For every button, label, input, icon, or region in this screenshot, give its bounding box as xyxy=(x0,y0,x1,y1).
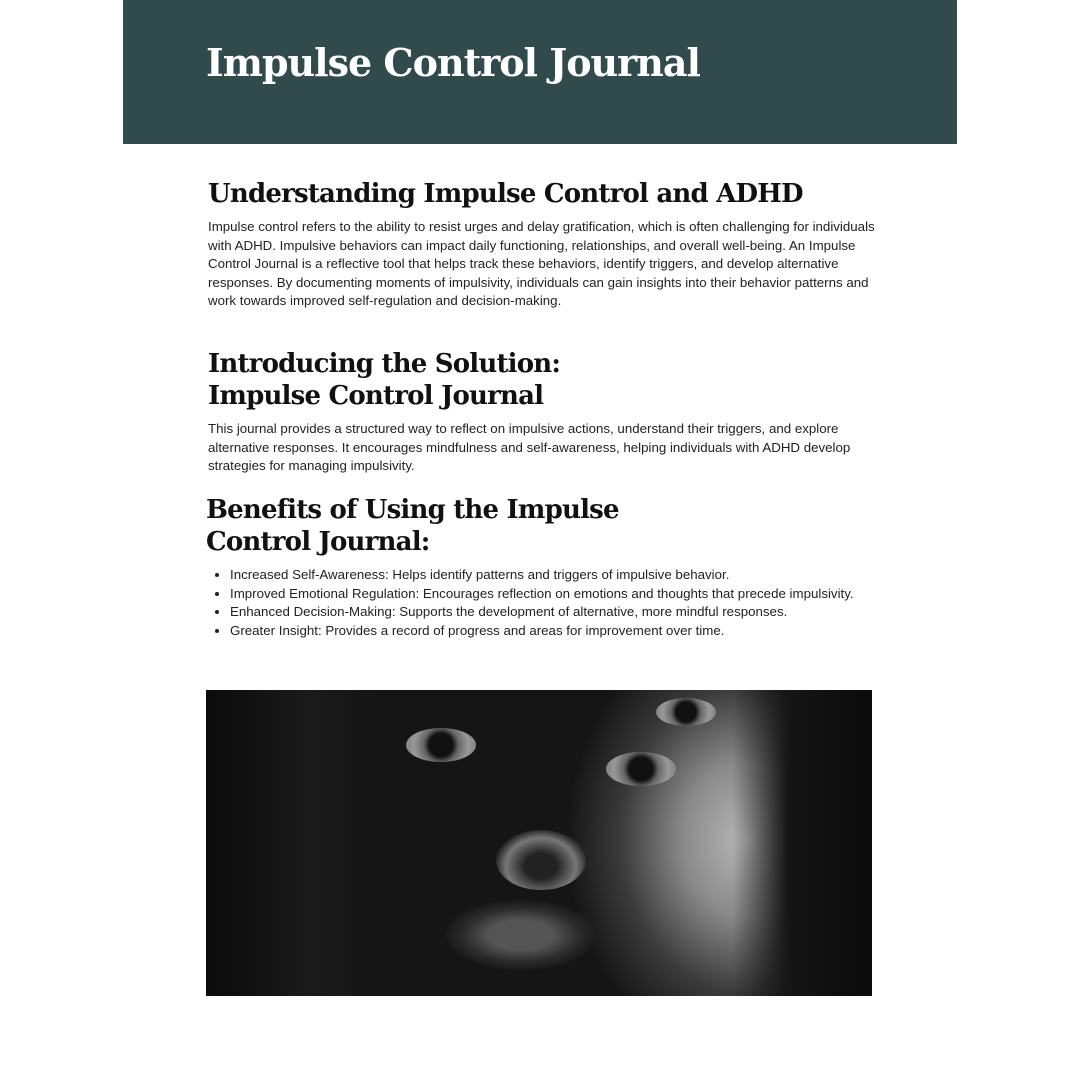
section-heading: Understanding Impulse Control and ADHD xyxy=(208,179,803,209)
hair-right xyxy=(732,690,872,996)
eye-right xyxy=(606,752,676,786)
list-item: • Greater Insight: Provides a record of progress and areas for improvement over time. xyxy=(230,622,886,641)
section-heading xyxy=(208,348,878,412)
section-benefits xyxy=(206,494,886,640)
hair-left xyxy=(206,690,376,996)
section-solution xyxy=(208,348,878,476)
header-banner xyxy=(123,0,957,144)
benefits-list xyxy=(206,566,886,640)
list-item: • Increased Self-Awareness: Helps identify patterns and triggers of impulsive behavior. xyxy=(230,566,886,585)
lips xyxy=(446,900,596,970)
nose xyxy=(496,830,586,890)
page-title: Impulse Control Journal xyxy=(206,40,700,85)
eye-left xyxy=(406,728,476,762)
section-understanding xyxy=(208,178,878,311)
portrait-photo xyxy=(206,690,872,996)
heading-line-1: Introducing the Solution: xyxy=(208,349,561,379)
heading-line-2: Control Journal: xyxy=(206,527,430,557)
list-item: • Enhanced Decision-Making: Supports the development of alternative, more mindful responses. xyxy=(230,603,886,622)
section-heading xyxy=(206,494,886,558)
section-body: This journal provides a structured way to reflect on impulsive actions, understand their triggers, and explore alternative responses. It encourages mindfulness and self-awareness, helping individuals with ADHD develop strategies for managing impulsivity. xyxy=(208,421,851,474)
heading-line-2: Impulse Control Journal xyxy=(208,381,544,411)
heading-line-1: Benefits of Using the Impulse xyxy=(206,495,619,525)
eye-reflection xyxy=(656,698,716,726)
section-body: Impulse control refers to the ability to resist urges and delay gratification, which is often challenging for individuals with ADHD. Impulsive behaviors can impact daily functioning, relationships, and overall well-being. An Impulse Control Journal is a reflective tool that helps track these behaviors, identify triggers, and develop alternative responses. By documenting moments of impulsivity, individuals can gain insights into their behavior patterns and work towards improved self-regulation and decision-making. xyxy=(208,219,875,309)
list-item: • Improved Emotional Regulation: Encourages reflection on emotions and thoughts that precede impulsivity. xyxy=(230,585,886,604)
